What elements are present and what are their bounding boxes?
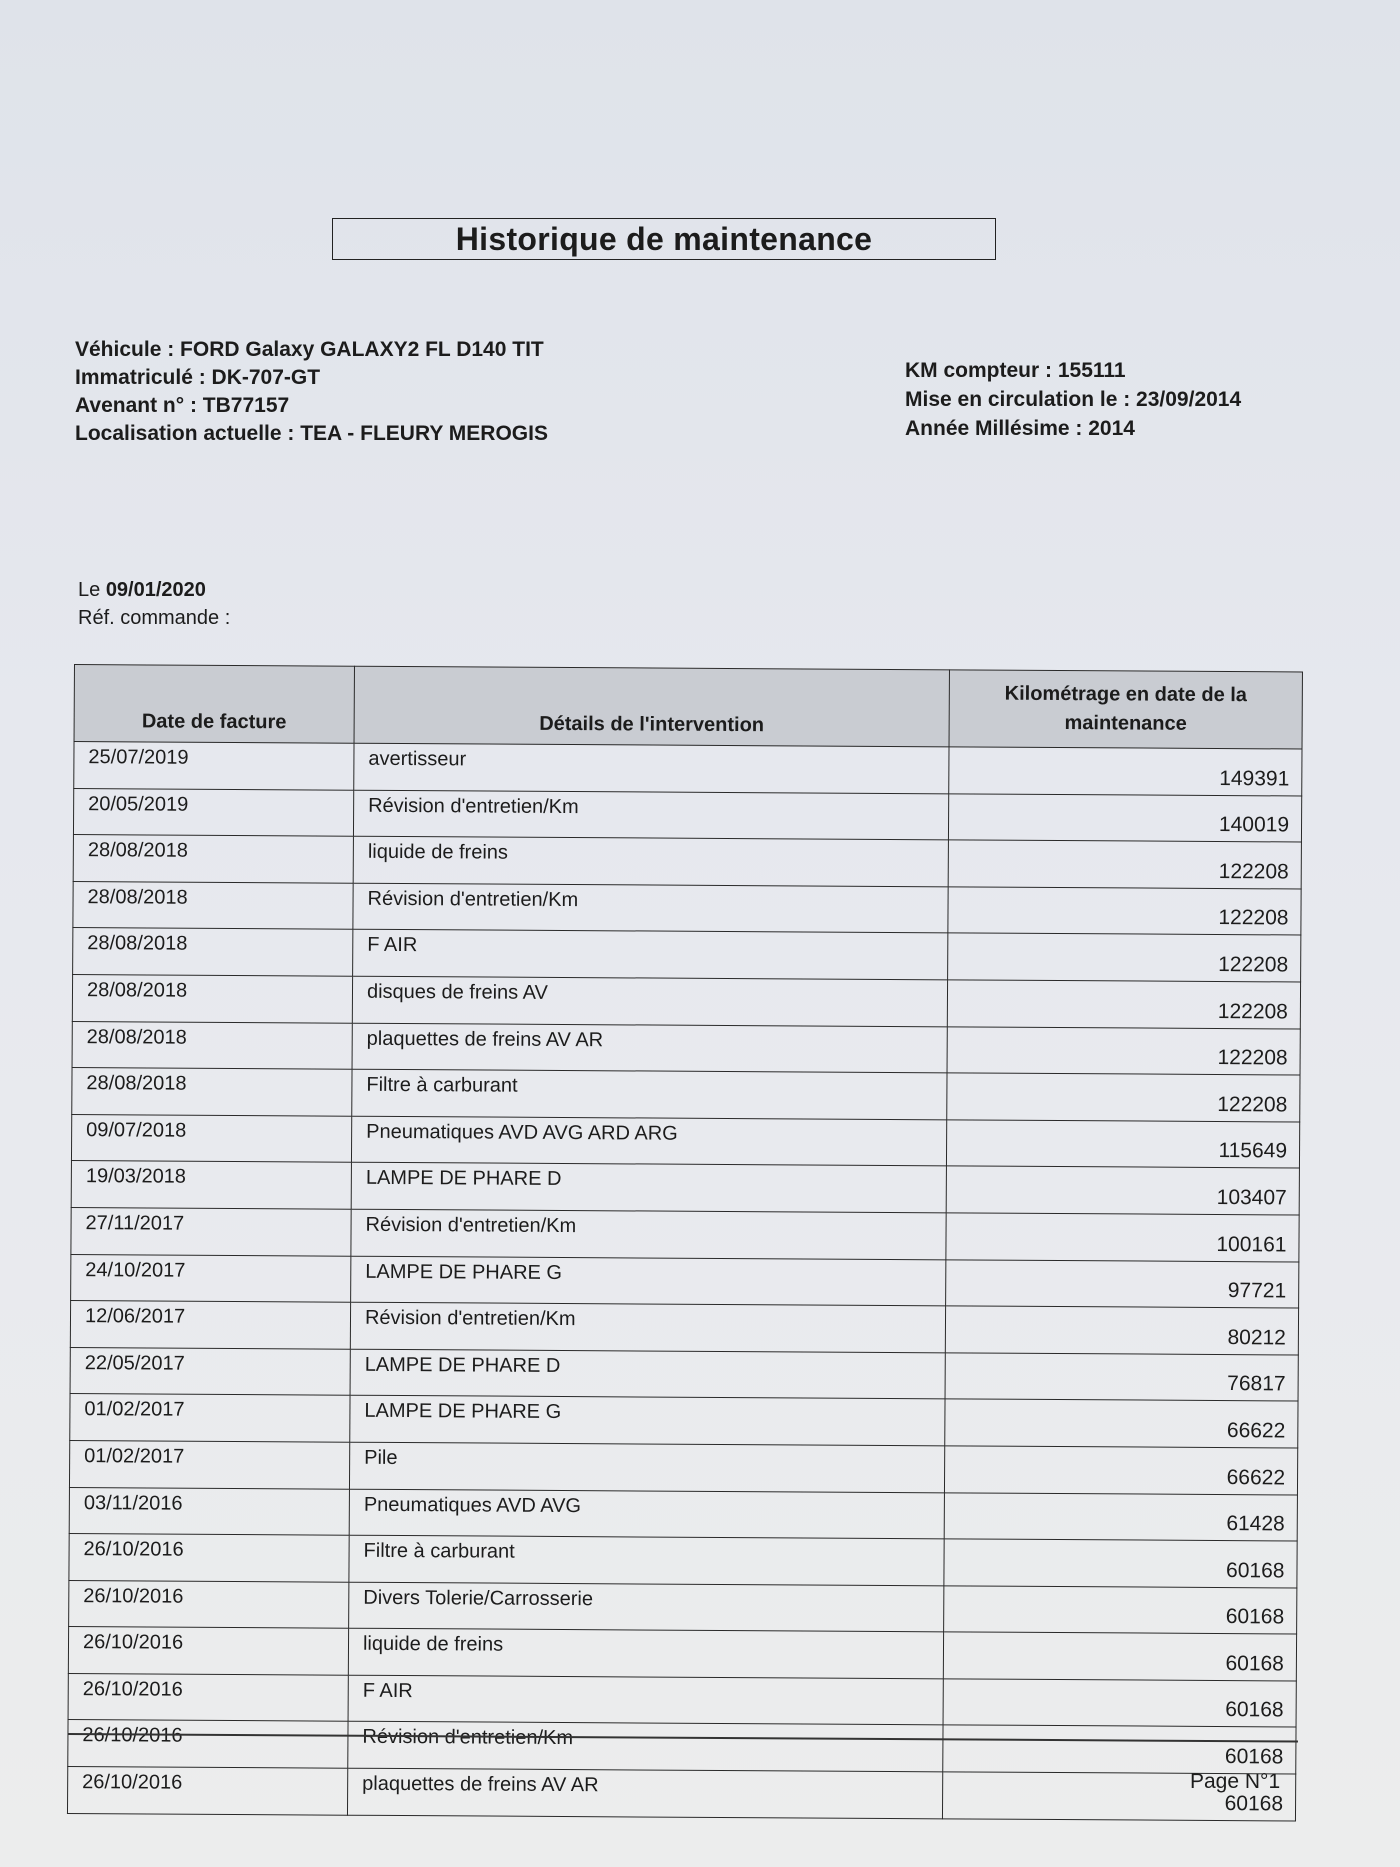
- document-date: 09/01/2020: [105, 579, 206, 601]
- mileage-cell: 122208: [947, 1026, 1300, 1075]
- intervention-details-cell: Pneumatiques AVD AVG ARD ARG: [351, 1116, 946, 1166]
- invoice-date-cell: 24/10/2017: [71, 1254, 351, 1302]
- intervention-details-cell: plaquettes de freins AV AR: [347, 1768, 942, 1818]
- table-row: [73, 928, 1301, 982]
- table-row: [70, 1301, 1298, 1355]
- mileage-cell: 103407: [946, 1166, 1299, 1215]
- table-row: [69, 1487, 1297, 1541]
- invoice-date-cell: 28/08/2018: [73, 881, 353, 929]
- invoice-date-cell: 28/08/2018: [72, 974, 352, 1022]
- mileage-cell: 66622: [944, 1446, 1297, 1495]
- table-row: [73, 788, 1301, 842]
- header-intervention-details: Détails de l'intervention: [354, 666, 949, 747]
- table-row: [69, 1534, 1297, 1588]
- intervention-details-cell: LAMPE DE PHARE D: [351, 1163, 946, 1213]
- intervention-details-cell: Révision d'entretien/Km: [348, 1722, 943, 1772]
- intervention-details-cell: LAMPE DE PHARE G: [350, 1396, 945, 1446]
- mileage-cell: 66622: [945, 1399, 1298, 1448]
- vehicle-location: Localisation actuelle : TEA - FLEURY MEROGIS: [75, 422, 548, 445]
- vehicle-amendment: Avenant n° : TB77157: [75, 394, 290, 417]
- table-row: [71, 1161, 1299, 1215]
- intervention-details-cell: Divers Tolerie/Carrosserie: [349, 1582, 944, 1632]
- mileage-cell: 122208: [948, 887, 1301, 936]
- invoice-date-cell: 26/10/2016: [68, 1627, 348, 1675]
- vehicle-info: [75, 336, 548, 448]
- mileage-cell: 122208: [947, 980, 1300, 1029]
- intervention-details-cell: Filtre à carburant: [352, 1069, 947, 1119]
- invoice-date-cell: 28/08/2018: [73, 928, 353, 976]
- intervention-details-cell: Révision d'entretien/Km: [353, 883, 948, 933]
- header-invoice-date: Date de facture: [74, 665, 354, 744]
- mileage-cell: 61428: [944, 1492, 1297, 1541]
- mileage-cell: 100161: [946, 1213, 1299, 1262]
- mileage-cell: 122208: [948, 840, 1301, 889]
- invoice-date-cell: 19/03/2018: [71, 1161, 351, 1209]
- intervention-details-cell: liquide de freins: [353, 836, 948, 886]
- invoice-date-cell: 26/10/2016: [68, 1673, 348, 1721]
- intervention-details-cell: F AIR: [348, 1675, 943, 1725]
- vehicle-registration: Immatriculé : DK-707-GT: [75, 366, 321, 389]
- mileage-cell: 60168: [944, 1586, 1297, 1635]
- invoice-date-cell: 12/06/2017: [70, 1301, 350, 1349]
- table-row: [73, 881, 1301, 935]
- invoice-date-cell: 20/05/2019: [73, 788, 353, 836]
- table-row: [67, 1767, 1295, 1821]
- invoice-date-cell: 26/10/2016: [68, 1720, 348, 1768]
- vehicle-model: Véhicule : FORD Galaxy GALAXY2 FL D140 TIT: [75, 338, 544, 361]
- table-row: [74, 742, 1302, 796]
- invoice-date-cell: 26/10/2016: [69, 1580, 349, 1628]
- mileage-cell: 140019: [948, 793, 1301, 842]
- mileage-cell: 60168: [943, 1725, 1296, 1774]
- invoice-date-cell: 09/07/2018: [71, 1114, 351, 1162]
- page-number: Page N°1: [1190, 1770, 1281, 1793]
- mileage-cell: 122208: [947, 1073, 1300, 1122]
- intervention-details-cell: Filtre à carburant: [349, 1535, 944, 1585]
- maintenance-table-wrap: [67, 664, 1302, 1821]
- table-row: [72, 974, 1300, 1028]
- table-header-row: [74, 665, 1302, 749]
- mileage-cell: 122208: [948, 933, 1301, 982]
- mileage-cell: 60168: [944, 1539, 1297, 1588]
- mileage-cell: 60168: [943, 1632, 1296, 1681]
- mileage-cell: 97721: [946, 1259, 1299, 1308]
- invoice-date-cell: 22/05/2017: [70, 1347, 350, 1395]
- order-reference: Réf. commande :: [78, 607, 231, 629]
- table-body: [67, 742, 1302, 1821]
- registration-date: Mise en circulation le : 23/09/2014: [905, 388, 1242, 411]
- maintenance-table: [67, 664, 1303, 1821]
- table-row: [72, 1021, 1300, 1075]
- mileage-cell: 149391: [949, 747, 1302, 796]
- intervention-details-cell: Pile: [349, 1442, 944, 1492]
- header-mileage-line1: Kilométrage en date de la: [1004, 682, 1248, 707]
- invoice-date-cell: 25/07/2019: [74, 742, 354, 790]
- intervention-details-cell: disques de freins AV: [352, 976, 947, 1026]
- table-row: [69, 1440, 1297, 1494]
- intervention-details-cell: Révision d'entretien/Km: [350, 1302, 945, 1352]
- invoice-date-cell: 01/02/2017: [70, 1394, 350, 1442]
- mileage-cell: 60168: [942, 1772, 1295, 1821]
- model-year: Année Millésime : 2014: [905, 417, 1135, 440]
- table-row: [73, 835, 1301, 889]
- table-row: [68, 1720, 1296, 1774]
- intervention-details-cell: LAMPE DE PHARE D: [350, 1349, 945, 1399]
- table-row: [69, 1580, 1297, 1634]
- table-row: [68, 1673, 1296, 1727]
- table-row: [70, 1347, 1298, 1401]
- header-mileage-line2: maintenance: [1064, 712, 1187, 735]
- date-prefix: Le: [78, 579, 101, 601]
- odometer: KM compteur : 155111: [905, 359, 1126, 382]
- intervention-details-cell: plaquettes de freins AV AR: [352, 1023, 947, 1073]
- table-row: [72, 1068, 1300, 1122]
- table-row: [71, 1114, 1299, 1168]
- mileage-cell: 76817: [945, 1353, 1298, 1402]
- invoice-date-cell: 28/08/2018: [72, 1021, 352, 1069]
- invoice-date-cell: 01/02/2017: [69, 1440, 349, 1488]
- intervention-details-cell: Révision d'entretien/Km: [351, 1209, 946, 1259]
- header-mileage: [949, 670, 1302, 749]
- mileage-cell: 80212: [945, 1306, 1298, 1355]
- invoice-date-cell: 26/10/2016: [69, 1534, 349, 1582]
- table-row: [70, 1394, 1298, 1448]
- invoice-date-cell: 28/08/2018: [72, 1068, 352, 1116]
- document-date-line: [78, 576, 230, 604]
- intervention-details-cell: Pneumatiques AVD AVG: [349, 1489, 944, 1539]
- intervention-details-cell: F AIR: [353, 930, 948, 980]
- invoice-date-cell: 28/08/2018: [73, 835, 353, 883]
- intervention-details-cell: liquide de freins: [348, 1628, 943, 1678]
- table-row: [68, 1627, 1296, 1681]
- intervention-details-cell: Révision d'entretien/Km: [353, 790, 948, 840]
- intervention-details-cell: LAMPE DE PHARE G: [351, 1256, 946, 1306]
- intervention-details-cell: avertisseur: [354, 743, 949, 793]
- document-date-block: [78, 576, 230, 632]
- meter-info: [905, 356, 1241, 443]
- invoice-date-cell: 27/11/2017: [71, 1207, 351, 1255]
- table-row: [71, 1207, 1299, 1261]
- mileage-cell: 60168: [943, 1679, 1296, 1728]
- invoice-date-cell: 03/11/2016: [69, 1487, 349, 1535]
- title-box: [332, 218, 996, 260]
- invoice-date-cell: 26/10/2016: [67, 1767, 347, 1815]
- table-row: [71, 1254, 1299, 1308]
- page-title: Historique de maintenance: [455, 220, 873, 257]
- mileage-cell: 115649: [946, 1120, 1299, 1169]
